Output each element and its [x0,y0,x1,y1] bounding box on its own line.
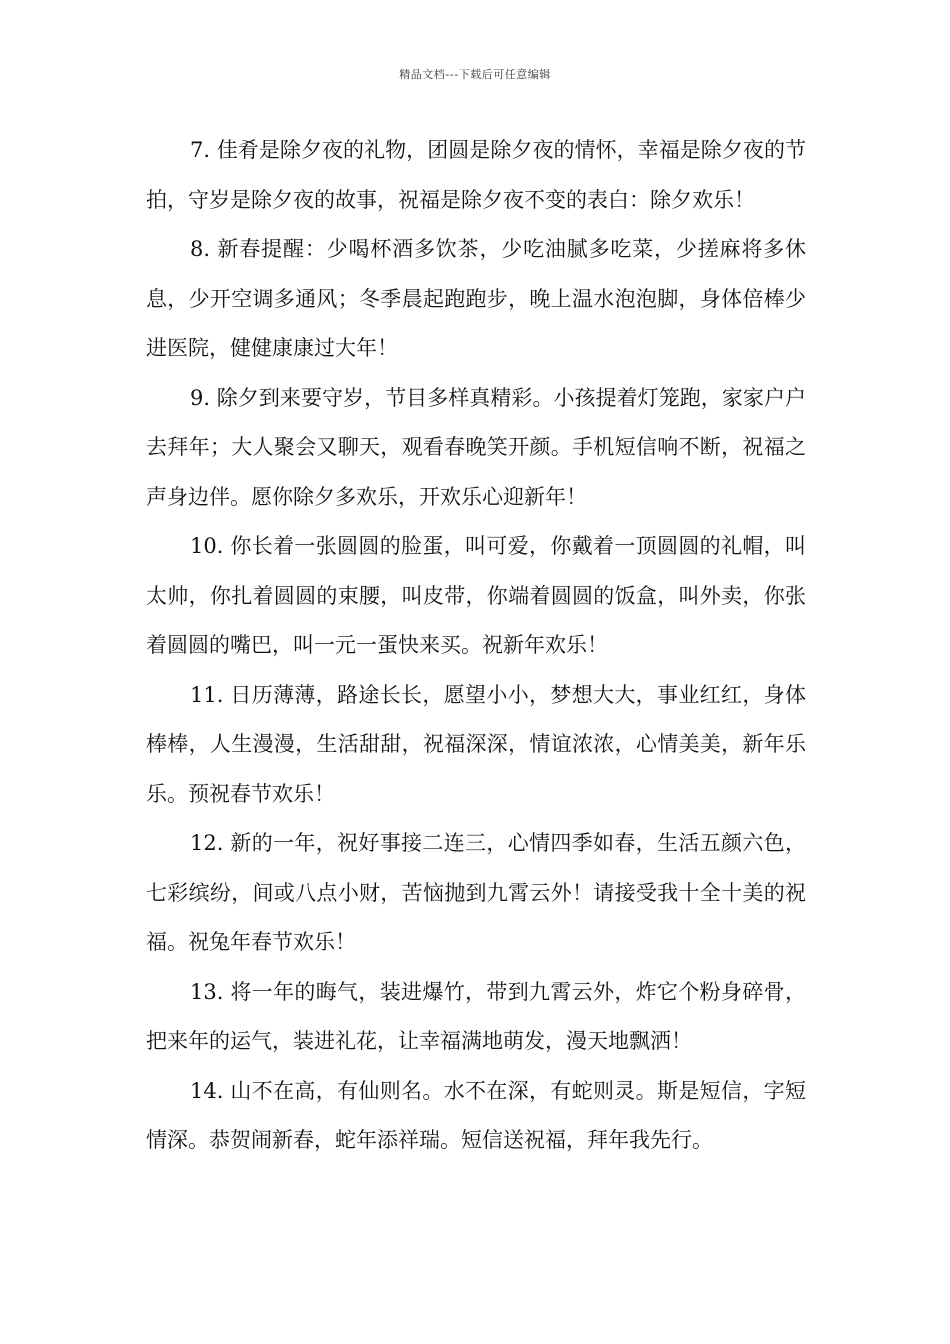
paragraph-14: 14. 山不在高，有仙则名。水不在深，有蛇则灵。斯是短信，字短情深。恭贺闹新春，蛇年添祥瑞。短信送祝福，拜年我先行。 [146,1078,806,1152]
paragraph-11: 11. 日历薄薄，路途长长，愿望小小，梦想大大，事业红红，身体棒棒，人生漫漫，生活甜甜，祝福深深，情谊浓浓，心情美美，新年乐乐。预祝春节欢乐！ [146,682,806,806]
page-header: 精品文档---下载后可任意编辑 [399,68,551,81]
paragraph-13: 13. 将一年的晦气，装进爆竹，带到九霄云外，炸它个粉身碎骨，把来年的运气，装进礼花，让幸福满地萌发，漫天地飘洒！ [146,979,806,1053]
paragraph-12: 12. 新的一年，祝好事接二连三，心情四季如春，生活五颜六色，七彩缤纷，间或八点小财，苦恼抛到九霄云外！请接受我十全十美的祝福。祝兔年春节欢乐！ [146,831,806,954]
paragraph-7: 7. 佳肴是除夕夜的礼物，团圆是除夕夜的情怀，幸福是除夕夜的节拍，守岁是除夕夜的故事，祝福是除夕夜不变的表白：除夕欢乐！ [146,138,806,212]
paragraph-10: 10. 你长着一张圆圆的脸蛋，叫可爱，你戴着一顶圆圆的礼帽，叫太帅，你扎着圆圆的束腰，叫皮带，你端着圆圆的饭盒，叫外卖，你张着圆圆的嘴巴，叫一元一蛋快来买。祝新年欢乐！ [146,534,806,657]
document-body [146,126,806,1166]
paragraph-8: 8. 新春提醒：少喝杯酒多饮茶，少吃油腻多吃菜，少搓麻将多休息，少开空调多通风；冬季晨起跑跑步，晚上温水泡泡脚，身体倍棒少进医院，健健康康过大年！ [146,237,806,360]
paragraph-9: 9. 除夕到来要守岁，节目多样真精彩。小孩提着灯笼跑，家家户户去拜年；大人聚会又聊天，观看春晚笑开颜。手机短信响不断，祝福之声身边伴。愿你除夕多欢乐，开欢乐心迎新年！ [146,385,806,509]
